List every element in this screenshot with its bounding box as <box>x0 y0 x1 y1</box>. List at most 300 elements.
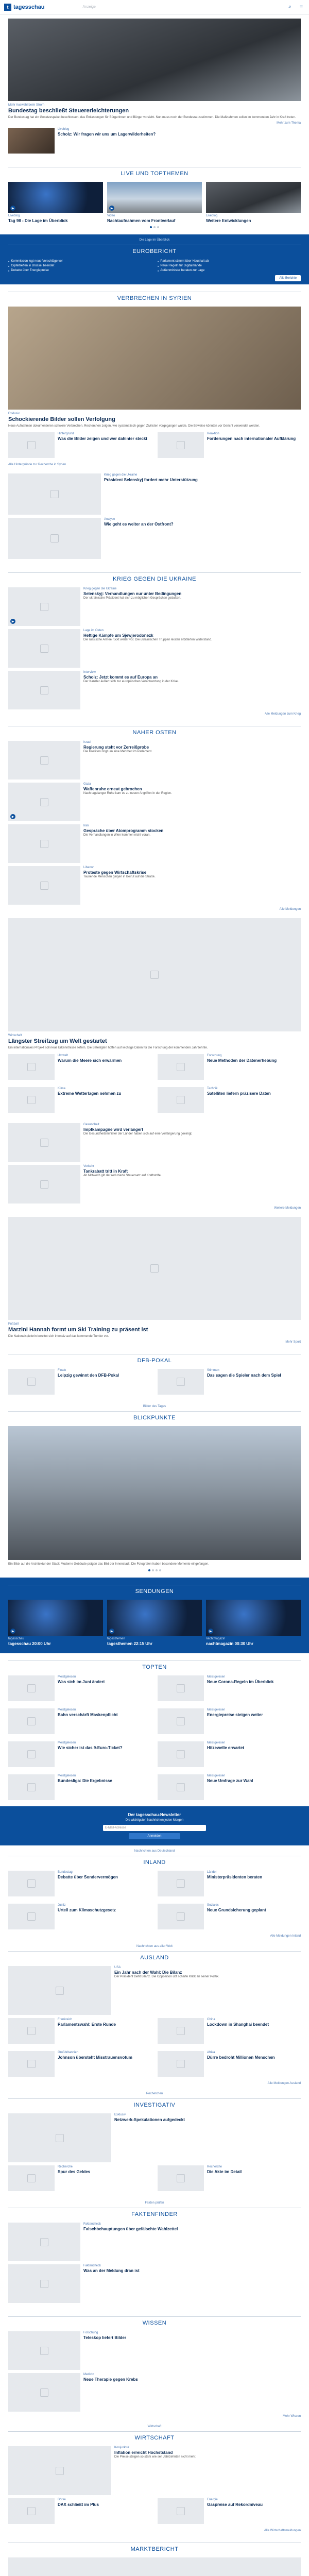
teaser-headline[interactable]: Was an der Meldung dran ist <box>83 2268 140 2274</box>
site-header <box>0 0 309 14</box>
sendungen-section <box>0 1578 309 1653</box>
verbrechen-text: Neue Aufnahmen dokumentieren schwere Verbrechen. Recherchen zeigen, wie systematisch gegen Zivilisten vorgegangen wurde. Die Beweise könnten vor Gericht verwendet werden. <box>8 425 260 428</box>
teaser-topline: Länder <box>207 1871 217 1874</box>
header-actions <box>286 4 305 11</box>
nahost-item[interactable] <box>8 866 301 905</box>
section-title-verbrechen: VERBRECHEN IN SYRIEN <box>8 292 301 303</box>
section-title-topten: TOPTEN <box>8 1660 301 1672</box>
teaser-headline[interactable]: Was die Bilder zeigen und wer dahinter steckt <box>58 436 147 442</box>
marzi-image[interactable] <box>8 1217 301 1320</box>
teaser-image <box>158 2018 204 2044</box>
teaser-headline[interactable]: Die Akte im Detail <box>207 2170 242 2175</box>
newsletter-email-input[interactable]: E-Mail-Adresse <box>103 1825 206 1831</box>
feature-topline: Wirtschaft <box>8 1034 22 1038</box>
ausland-more-link[interactable]: Alle Meldungen Ausland <box>267 2082 301 2086</box>
sendung-item[interactable] <box>8 1600 103 1646</box>
teaser-topline: Medizin <box>83 2373 94 2377</box>
hero-text: Der Bundestag hat ein Gesetzespaket beschlossen, das Entlastungen für Bürgerinnen und Bürger vorsieht. Nun muss noch der Bundesrat zustimmen. Die Maßnahmen sollen im kommenden Jahr in Kraft treten. <box>8 116 296 119</box>
teaser-image <box>158 2165 204 2191</box>
teaser-headline[interactable]: Extreme Wetterlagen nehmen zu <box>58 1091 122 1096</box>
play-icon[interactable]: ▶ <box>10 619 15 624</box>
teaser-image <box>8 587 80 626</box>
teaser-image <box>158 1054 204 1080</box>
teaser-topline: Konjunktur <box>114 2446 129 2450</box>
hero-topline: Mehr Auswahl beim Strom <box>8 104 45 107</box>
verbrechen-more-link[interactable]: Alle Hintergründe zur Recherche in Syrien <box>8 463 66 467</box>
dot[interactable] <box>148 1569 150 1571</box>
teaser-topline: Gaza <box>83 783 91 786</box>
search-icon[interactable]: ⌕ <box>288 4 292 10</box>
teaser-image <box>8 518 101 559</box>
teaser-image <box>8 1165 80 1204</box>
teaser-headline[interactable]: Proteste gegen Wirtschaftskrise <box>83 870 147 875</box>
live-topline: Liveblog <box>8 214 20 218</box>
teaser-image <box>158 432 204 458</box>
sendung-headline[interactable]: tagesschau 20:00 Uhr <box>8 1641 51 1647</box>
section-title-dfb: DFB-POKAL <box>8 1354 301 1366</box>
ergebnis-section <box>0 1119 309 1213</box>
teaser-headline[interactable]: Selenskyj: Verhandlungen nur unter Bedingungen <box>83 591 182 597</box>
carousel-dots[interactable] <box>8 1569 301 1571</box>
ad-label: Anzeige <box>82 5 96 9</box>
teaser-headline[interactable]: Ministerpräsidenten beraten <box>207 1875 263 1880</box>
teaser-text: Die russische Armee rückt weiter vor. Die ukrainischen Truppen leisten erbitterten Widerstand. <box>83 638 212 642</box>
dfb-section <box>0 1347 309 1401</box>
live-image <box>8 182 103 213</box>
section-title-nahost: NAHER OSTEN <box>8 726 301 738</box>
newsletter-submit-button[interactable]: Anmelden <box>129 1833 180 1839</box>
wissen-item[interactable] <box>8 2331 301 2370</box>
teaser-headline[interactable]: Neue Grundsicherung geplant <box>207 1908 266 1913</box>
live-topline: Liveblog <box>206 214 218 218</box>
teaser-topline: Meistgelesen <box>207 1774 226 1778</box>
teaser-text: Der Kanzler äußert sich zur europäischen Verantwortung in der Krise. <box>83 680 179 684</box>
teaser-headline[interactable]: Scholz: Jetzt kommt es auf Europa an <box>83 675 158 680</box>
teaser-image <box>8 1904 55 1929</box>
wirtschaft-item[interactable] <box>158 2498 301 2524</box>
teaser-headline[interactable]: Energiepreise steigen weiter <box>207 1713 263 1718</box>
teaser-image <box>8 1741 55 1767</box>
dot[interactable] <box>157 226 159 228</box>
sendung-headline[interactable]: tagesthemen 22:15 Uhr <box>107 1641 153 1647</box>
teaser-headline[interactable]: Neue Methoden der Datenerhebung <box>207 1058 277 1063</box>
teaser-image <box>8 1871 55 1896</box>
live-headline[interactable]: Weitere Entwicklungen <box>206 218 251 224</box>
blickpunkte-section <box>0 1401 309 1578</box>
teaser-headline[interactable]: Gespräche über Atomprogramm stocken <box>83 828 164 834</box>
ausland-item[interactable] <box>158 2018 301 2044</box>
teaser-text: Die Gesundheitsminister der Länder haben sich auf eine Verlängerung geeinigt. <box>83 1132 193 1136</box>
wirtschaft-section <box>0 2421 309 2535</box>
nahost-item[interactable] <box>8 824 301 863</box>
teaser-text: Der ukrainische Präsident hat sich zu möglichen Gesprächen geäußert. <box>83 597 181 600</box>
teaser-headline[interactable]: Scholz: Wir fragen wir uns um Lagerwilderheiten? <box>58 132 156 137</box>
teaser-headline[interactable]: Das sagen die Spieler nach dem Spiel <box>207 1373 281 1378</box>
inland-item[interactable] <box>8 1871 151 1896</box>
teaser-topline: Börse <box>58 2498 66 2502</box>
ausland-item[interactable] <box>8 2051 151 2077</box>
carousel-dots[interactable] <box>8 226 301 228</box>
teaser-image <box>8 824 80 863</box>
sendung-item[interactable] <box>107 1600 202 1646</box>
krieg-item[interactable] <box>8 671 301 709</box>
teaser-topline: Meistgelesen <box>207 1708 226 1712</box>
verbrechen-section <box>0 284 309 469</box>
eurobericht-item[interactable]: ■ Kommission legt neue Vorschläge vor <box>8 260 151 263</box>
nahost-item[interactable] <box>8 783 301 821</box>
nahost-more-link[interactable]: Alle Meldungen <box>279 908 301 911</box>
teaser-image <box>8 2051 55 2077</box>
feature-item[interactable] <box>158 1054 301 1080</box>
teaser-image <box>158 1904 204 1929</box>
eurobericht-list <box>8 260 301 272</box>
section-title-investigativ: INVESTIGATIV <box>8 2098 301 2110</box>
teaser-headline[interactable]: Bundesliga: Die Ergebnisse <box>58 1778 112 1784</box>
inland-section <box>0 1845 309 1941</box>
wissen-item[interactable] <box>8 2373 301 2412</box>
investigativ-label: Recherchen <box>146 2092 163 2096</box>
teaser-image <box>158 2498 204 2524</box>
teaser-headline[interactable]: Teleskop liefert Bilder <box>83 2335 126 2341</box>
teaser-headline[interactable]: Neue Therapie gegen Krebs <box>83 2377 138 2382</box>
teaser-image <box>8 128 55 154</box>
topten-item[interactable] <box>158 1774 301 1800</box>
eurobericht-button[interactable]: Alle Berichte <box>275 275 301 281</box>
eurobericht-item[interactable]: ■ Neue Regeln für Digitalmärkte <box>158 264 301 267</box>
wirtschaft-label: Wirtschaft <box>147 2425 162 2429</box>
feature-image[interactable] <box>8 918 301 1031</box>
teaser-topline: China <box>207 2018 215 2022</box>
teaser-image <box>8 1675 55 1701</box>
hero-image[interactable] <box>8 19 301 101</box>
live-item[interactable] <box>107 182 202 223</box>
teaser-topline: Libanon <box>83 866 95 870</box>
teaser-headline[interactable]: Inflation erreicht Höchststand <box>114 2450 173 2455</box>
teaser-topline: Stimmen <box>207 1369 219 1372</box>
teaser-topline: Recherche <box>207 2165 222 2169</box>
faktenfinder-label: Fakten prüfen <box>145 2201 164 2205</box>
teaser-topline: Umwelt <box>58 1054 68 1058</box>
ausland-label: Nachrichten aus aller Welt <box>136 1945 173 1948</box>
dfb-item[interactable] <box>8 1369 151 1395</box>
sendung-topline: tagesthemen <box>107 1637 125 1641</box>
verbrechen-item[interactable] <box>8 432 151 458</box>
krieg-item[interactable] <box>8 629 301 668</box>
dot[interactable] <box>150 226 152 228</box>
teaser-topline: Forschung <box>83 2331 98 2335</box>
eurobericht-item[interactable]: ■ Debatte über Energiepreise <box>8 269 151 272</box>
menu-icon[interactable]: ≡ <box>299 4 303 10</box>
teaser-headline[interactable]: Regierung steht vor Zerreißprobe <box>83 745 149 750</box>
inland-item[interactable] <box>158 1904 301 1929</box>
faktenfinder-item[interactable] <box>8 2223 301 2261</box>
krieg-item[interactable] <box>8 587 301 626</box>
inland-item[interactable] <box>158 1871 301 1896</box>
investigativ-item[interactable] <box>8 2165 151 2191</box>
section-title-blickpunkte: BLICKPUNKTE <box>8 1411 301 1423</box>
play-icon[interactable]: ▶ <box>10 814 15 819</box>
teaser-image <box>8 2331 80 2370</box>
teaser-image <box>8 1708 55 1734</box>
play-icon[interactable]: ▶ <box>10 206 15 211</box>
ausland-section <box>0 1941 309 2088</box>
feature-text: Ein internationales Projekt soll neue Erkenntnisse liefern. Die Beteiligten hoffen auf wichtige Daten für die Forschung der kommenden Jahrzehnte. <box>8 1046 208 1050</box>
nahost-item[interactable] <box>8 741 301 779</box>
dot[interactable] <box>156 1569 158 1571</box>
teaser-image <box>8 1369 55 1395</box>
teaser-headline[interactable]: Neue Corona-Regeln im Überblick <box>207 1680 274 1685</box>
krieg-section <box>0 565 309 719</box>
sendung-image <box>107 1600 202 1636</box>
dfb-item[interactable] <box>158 1369 301 1395</box>
newsletter-box <box>0 1806 309 1845</box>
wissen-more-link[interactable]: Mehr Wissen <box>282 2415 301 2418</box>
feature-item[interactable] <box>8 1087 151 1113</box>
wirtschaft-lead[interactable] <box>8 2446 301 2495</box>
wirtschaft-item[interactable] <box>8 2498 151 2524</box>
topten-item[interactable] <box>8 1774 151 1800</box>
teaser-image <box>8 866 80 905</box>
eurobericht-item[interactable]: ■ Außenminister beraten zur Lage <box>158 269 301 272</box>
topten-item[interactable] <box>8 1741 151 1767</box>
hero-section <box>0 14 309 160</box>
teaser-topline: Bundestag <box>58 1871 73 1874</box>
blickpunkte-caption: Ein Blick auf die Architektur der Stadt: Moderne Gebäude prägen das Bild der Innenstadt. Die Fotografen haben besondere Momente eingefangen. <box>8 1563 209 1566</box>
logo-mark[interactable]: t <box>4 4 11 11</box>
teaser-topline: Recherche <box>58 2165 73 2169</box>
teaser-image <box>8 2113 111 2162</box>
topten-item[interactable] <box>158 1741 301 1767</box>
teaser-image <box>8 1054 55 1080</box>
section-title-ausland: AUSLAND <box>8 1951 301 1963</box>
teaser-topline: Faktencheck <box>83 2223 101 2226</box>
topten-item[interactable] <box>158 1675 301 1701</box>
teaser-headline[interactable]: Forderungen nach internationaler Aufklärung <box>207 436 296 442</box>
teaser-image <box>8 1123 80 1162</box>
marktbericht-section <box>0 2535 309 2576</box>
wirtschaft-more-link[interactable]: Alle Wirtschaftsmeldungen <box>264 2529 301 2533</box>
live-topline: Video <box>107 214 115 218</box>
live-item[interactable] <box>8 182 103 223</box>
verbrechen-item[interactable] <box>158 432 301 458</box>
investigativ-item[interactable] <box>158 2165 301 2191</box>
section-title-krieg: KRIEG GEGEN DIE UKRAINE <box>8 572 301 584</box>
teaser-topline: Krieg gegen die Ukraine <box>104 473 138 477</box>
feature-item[interactable] <box>158 1087 301 1113</box>
teaser-topline: Meistgelesen <box>58 1675 76 1679</box>
krieg-more-link[interactable]: Alle Meldungen zum Krieg <box>264 713 301 716</box>
ukraine-top-section <box>0 469 309 565</box>
teaser-image <box>158 1708 204 1734</box>
teaser-headline[interactable]: Warum die Meere sich erwärmen <box>58 1058 122 1063</box>
hero-more-link[interactable]: Mehr zum Thema <box>277 122 301 125</box>
teaser-headline[interactable]: Heftige Kämpfe um Sjewjerodonezk <box>83 633 153 638</box>
live-section <box>0 160 309 234</box>
sendung-topline: nachtmagazin <box>206 1637 226 1641</box>
live-item[interactable] <box>206 182 301 223</box>
newsletter-title: Der tagesschau-Newsletter <box>128 1812 181 1818</box>
eurobericht-item[interactable]: ■ Gipfeltreffen in Brüssel beendet <box>8 264 151 267</box>
teaser-headline[interactable]: Waffenruhe erneut gebrochen <box>83 787 142 792</box>
teaser-image <box>8 2165 55 2191</box>
teaser-image <box>8 629 80 668</box>
topten-item[interactable] <box>8 1708 151 1734</box>
teaser-headline[interactable]: Hitzewelle erwartet <box>207 1745 245 1751</box>
ukraine-top-item[interactable] <box>8 473 301 515</box>
dot[interactable] <box>152 1569 154 1571</box>
teaser-image <box>8 1087 55 1113</box>
blickpunkte-image[interactable] <box>8 1426 301 1560</box>
sendung-item[interactable] <box>206 1600 301 1646</box>
teaser-topline: Meistgelesen <box>58 1708 76 1712</box>
teaser-topline: Soziales <box>207 1904 219 1907</box>
teaser-headline[interactable]: Wie sicher ist das 9-Euro-Ticket? <box>58 1745 123 1751</box>
topten-item[interactable] <box>158 1708 301 1734</box>
teaser-topline: USA <box>114 1966 121 1970</box>
teaser-image <box>8 1966 111 2015</box>
sendung-topline: tagesschau <box>8 1637 24 1641</box>
live-headline[interactable]: Nachtaufnahmen vom Frontverlauf <box>107 218 176 224</box>
ergebnis-item[interactable] <box>8 1123 301 1162</box>
teaser-headline[interactable]: Gaspreise auf Rekordniveau <box>207 2502 263 2507</box>
section-title-inland: INLAND <box>8 1856 301 1868</box>
teaser-headline[interactable]: Leipzig gewinnt den DFB-Pokal <box>58 1373 119 1378</box>
dot[interactable] <box>153 226 156 228</box>
teaser-image <box>158 1774 204 1800</box>
teaser-image <box>8 2264 80 2303</box>
verbrechen-headline[interactable]: Schockierende Bilder sollen Verfolgung <box>8 416 115 423</box>
play-icon[interactable]: ▶ <box>10 1629 15 1634</box>
marzi-topline: Fußball <box>8 1323 19 1326</box>
teaser-image <box>8 783 80 821</box>
dot[interactable] <box>159 1569 161 1571</box>
investigativ-lead[interactable] <box>8 2113 301 2162</box>
marktbericht-image[interactable] <box>8 2557 301 2576</box>
verbrechen-image[interactable] <box>8 307 301 410</box>
play-icon[interactable]: ▶ <box>109 1629 114 1634</box>
teaser-headline[interactable]: Falschbehauptungen über gefälschte Wahlzettel <box>83 2227 178 2232</box>
teaser-headline[interactable]: Netzwerk-Spekulationen aufgedeckt <box>114 2117 185 2123</box>
sendung-image <box>206 1600 301 1636</box>
live-image <box>107 182 202 213</box>
teaser-image <box>158 2051 204 2077</box>
play-icon[interactable]: ▶ <box>109 206 114 211</box>
wissen-section <box>0 2309 309 2421</box>
teaser-topline: Israel <box>83 741 91 744</box>
teaser-image <box>158 1871 204 1896</box>
teaser-topline: Forschung <box>207 1054 222 1058</box>
teaser-topline: Finale <box>58 1369 66 1372</box>
feature-section <box>0 914 309 1119</box>
teaser-headline[interactable]: Satelliten liefern präzisere Daten <box>207 1091 271 1096</box>
marzi-text: Die Nationalspielerin bereitet sich intensiv auf das kommende Turnier vor. <box>8 1335 109 1338</box>
teaser-headline[interactable]: Urteil zum Klimaschutzgesetz <box>58 1908 116 1913</box>
ergebnis-item[interactable] <box>8 1165 301 1204</box>
faktenfinder-item[interactable] <box>8 2264 301 2303</box>
teaser-image <box>8 2498 55 2524</box>
teaser-headline[interactable]: Impfkampagne wird verlängert <box>83 1127 144 1132</box>
section-title-live: LIVE UND TOPTHEMEN <box>8 167 301 179</box>
eurobericht-section <box>0 234 309 284</box>
teaser-image <box>8 432 55 458</box>
marzi-headline[interactable]: Marzini Hannah formt um Ski Training zu präsent ist <box>8 1327 148 1333</box>
teaser-topline: Afrika <box>207 2051 215 2055</box>
teaser-topline: Iran <box>83 824 89 828</box>
ukraine-top-item[interactable] <box>8 518 301 559</box>
teaser-headline[interactable]: Lockdown in Shanghai beendet <box>207 2022 269 2027</box>
topten-item[interactable] <box>8 1675 151 1701</box>
teaser-topline: Frankreich <box>58 2018 73 2022</box>
play-icon[interactable]: ▶ <box>208 1629 213 1634</box>
feature-item[interactable] <box>8 1054 151 1080</box>
teaser-headline[interactable]: Präsident Selenskyj fordert mehr Unterstützung <box>104 478 198 483</box>
verbrechen-topline: Exklusiv <box>8 412 20 416</box>
faktenfinder-section <box>0 2197 309 2309</box>
teaser-headline[interactable]: Dürre bedroht Millionen Menschen <box>207 2055 275 2060</box>
teaser-headline[interactable]: Parlamentswahl: Erste Runde <box>58 2022 116 2027</box>
section-title-faktenfinder: FAKTENFINDER <box>8 2208 301 2219</box>
teaser-text: Ab Mittwoch gilt der reduzierte Steuersatz auf Kraftstoffe. <box>83 1174 162 1178</box>
teaser-text: Die Koalition ringt um eine Mehrheit im Parlament. <box>83 750 152 754</box>
teaser-headline[interactable]: Wie geht es weiter an der Ostfront? <box>104 522 174 527</box>
teaser-topline: Hintergrund <box>58 432 74 436</box>
ergebnis-more-link[interactable]: Weitere Meldungen <box>274 1207 301 1210</box>
teaser-image <box>158 1741 204 1767</box>
teaser-text: Tausende Menschen gingen in Beirut auf die Straße. <box>83 875 156 879</box>
teaser-image <box>8 2373 80 2412</box>
marzi-more-link[interactable]: Mehr Sport <box>285 1341 301 1344</box>
section-title-sendungen: SENDUNGEN <box>8 1585 301 1597</box>
live-headline[interactable]: Tag 98 - Die Lage im Überblick <box>8 218 68 224</box>
teaser-topline: Energie <box>207 2498 218 2502</box>
teaser-headline[interactable]: Ein Jahr nach der Wahl: Die Bilanz <box>114 1970 182 1975</box>
teaser-image <box>8 2018 55 2044</box>
teaser-headline[interactable]: Was sich im Juni ändert <box>58 1680 105 1685</box>
teaser-headline[interactable]: Tankrabatt tritt in Kraft <box>83 1169 128 1174</box>
teaser-topline: Meistgelesen <box>207 1741 226 1745</box>
sendung-headline[interactable]: nachtmagazin 00:30 Uhr <box>206 1641 254 1647</box>
logo-text[interactable]: tagesschau <box>13 4 45 10</box>
teaser-headline[interactable]: Johnson übersteht Misstrauensvotum <box>58 2055 132 2060</box>
sendung-image <box>8 1600 103 1636</box>
teaser-topline: Verkehr <box>83 1165 94 1168</box>
teaser-topline: Meistgelesen <box>58 1774 76 1778</box>
feature-headline[interactable]: Längster Streifzug um Welt gestartet <box>8 1038 107 1045</box>
hero-headline[interactable]: Bundestag beschließt Steuererleichterungen <box>8 108 129 114</box>
teaser-headline[interactable]: Neue Umfrage zur Wahl <box>207 1778 253 1784</box>
ausland-lead[interactable] <box>8 1966 301 2015</box>
teaser-headline[interactable]: Spur des Geldes <box>58 2170 91 2175</box>
teaser-headline[interactable]: DAX schließt im Plus <box>58 2502 99 2507</box>
section-title-wirtschaft: WIRTSCHAFT <box>8 2431 301 2443</box>
inland-more-link[interactable]: Alle Meldungen Inland <box>270 1935 301 1938</box>
teaser-headline[interactable]: Bahn verschärft Maskenpflicht <box>58 1713 118 1718</box>
teaser-image <box>8 741 80 779</box>
teaser-image <box>8 1774 55 1800</box>
ausland-item[interactable] <box>158 2051 301 2077</box>
eurobericht-item[interactable]: ■ Parlament stimmt über Haushalt ab <box>158 260 301 263</box>
teaser-topline: Krieg gegen die Ukraine <box>83 587 117 591</box>
teaser-topline: Exklusiv <box>114 2113 126 2117</box>
ausland-item[interactable] <box>8 2018 151 2044</box>
inland-item[interactable] <box>8 1904 151 1929</box>
teaser-headline[interactable]: Debatte über Sondervermögen <box>58 1875 118 1880</box>
live-image <box>206 182 301 213</box>
nahost-section <box>0 719 309 914</box>
teaser-topline: Meistgelesen <box>207 1675 226 1679</box>
section-title-eurobericht: EUROBERICHT <box>8 245 301 257</box>
teaser-liveblog[interactable] <box>8 128 301 154</box>
